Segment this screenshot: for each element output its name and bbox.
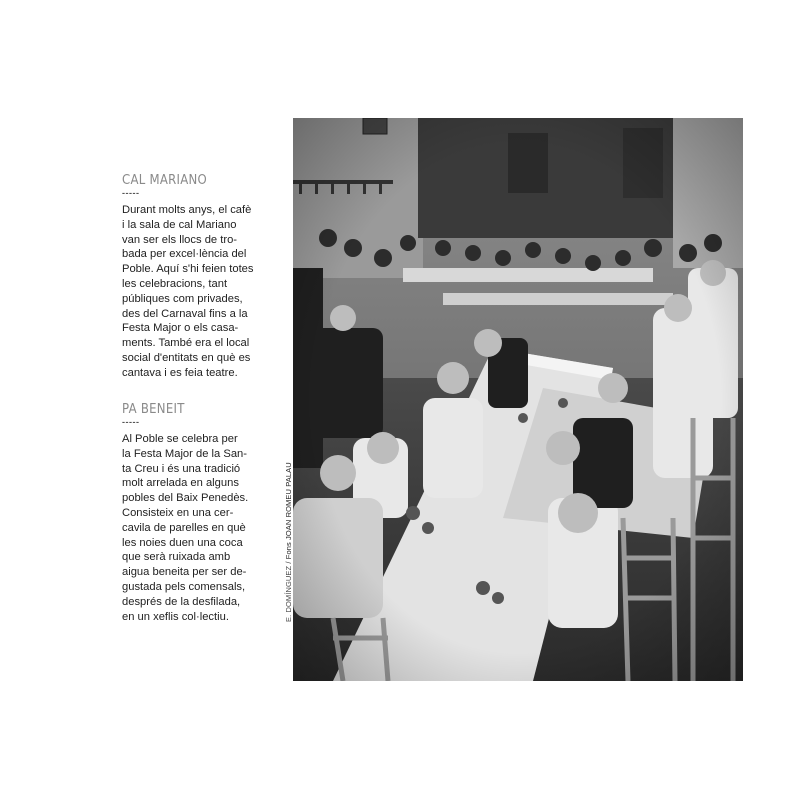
- text-line: des del Carnaval fins a la: [122, 307, 248, 320]
- section-heading: CAL MARIANO: [122, 173, 208, 188]
- photo-source: Fons JOAN ROMEU PALAU: [284, 462, 293, 560]
- heading-dashes: -----: [122, 188, 140, 198]
- section-cal-mariano: [122, 173, 284, 381]
- text-line: aigua beneita per ser de-: [122, 566, 247, 579]
- text-line: cavila de parelles en què: [122, 521, 246, 534]
- section-pa-beneit: [122, 402, 284, 624]
- text-line: molt arrelada en alguns: [122, 477, 239, 490]
- text-line: bada per excel·lència del: [122, 248, 247, 261]
- text-line: en un xeflis col·lectiu.: [122, 610, 229, 623]
- text-line: públiques com privades,: [122, 292, 243, 305]
- text-line: van ser els llocs de tro-: [122, 233, 238, 246]
- text-line: les celebracions, tant: [122, 277, 228, 290]
- text-line: les noies duen una coca: [122, 536, 243, 549]
- section-heading: PA BENEIT: [122, 402, 185, 417]
- text-line: i la sala de cal Mariano: [122, 218, 237, 231]
- text-line: pobles del Baix Penedès.: [122, 492, 249, 505]
- photo-author: E. DOMÍNGUEZ /: [284, 559, 293, 622]
- photo-illustration: [293, 118, 743, 681]
- text-line: que serà ruixada amb: [122, 551, 231, 564]
- photo-credit: [284, 462, 293, 622]
- text-line: la Festa Major de la San-: [122, 447, 247, 460]
- text-line: Festa Major o els casa-: [122, 322, 239, 335]
- text-line: després de la desfilada,: [122, 595, 241, 608]
- text-line: Al Poble se celebra per: [122, 433, 238, 445]
- text-line: Poble. Aquí s'hi feien totes: [122, 263, 254, 276]
- text-line: Consisteix en una cer-: [122, 506, 234, 519]
- historic-photo: [293, 118, 743, 681]
- heading-dashes: -----: [122, 417, 140, 427]
- section-body: [122, 432, 284, 624]
- text-line: Durant molts anys, el cafè: [122, 204, 252, 216]
- text-line: social d'entitats en què es: [122, 351, 251, 364]
- text-line: ta Creu i és una tradició: [122, 462, 241, 475]
- text-line: ments. També era el local: [122, 337, 250, 350]
- section-body: [122, 203, 284, 381]
- text-line: gustada pels comensals,: [122, 580, 246, 593]
- text-line: cantava i es feia teatre.: [122, 366, 238, 379]
